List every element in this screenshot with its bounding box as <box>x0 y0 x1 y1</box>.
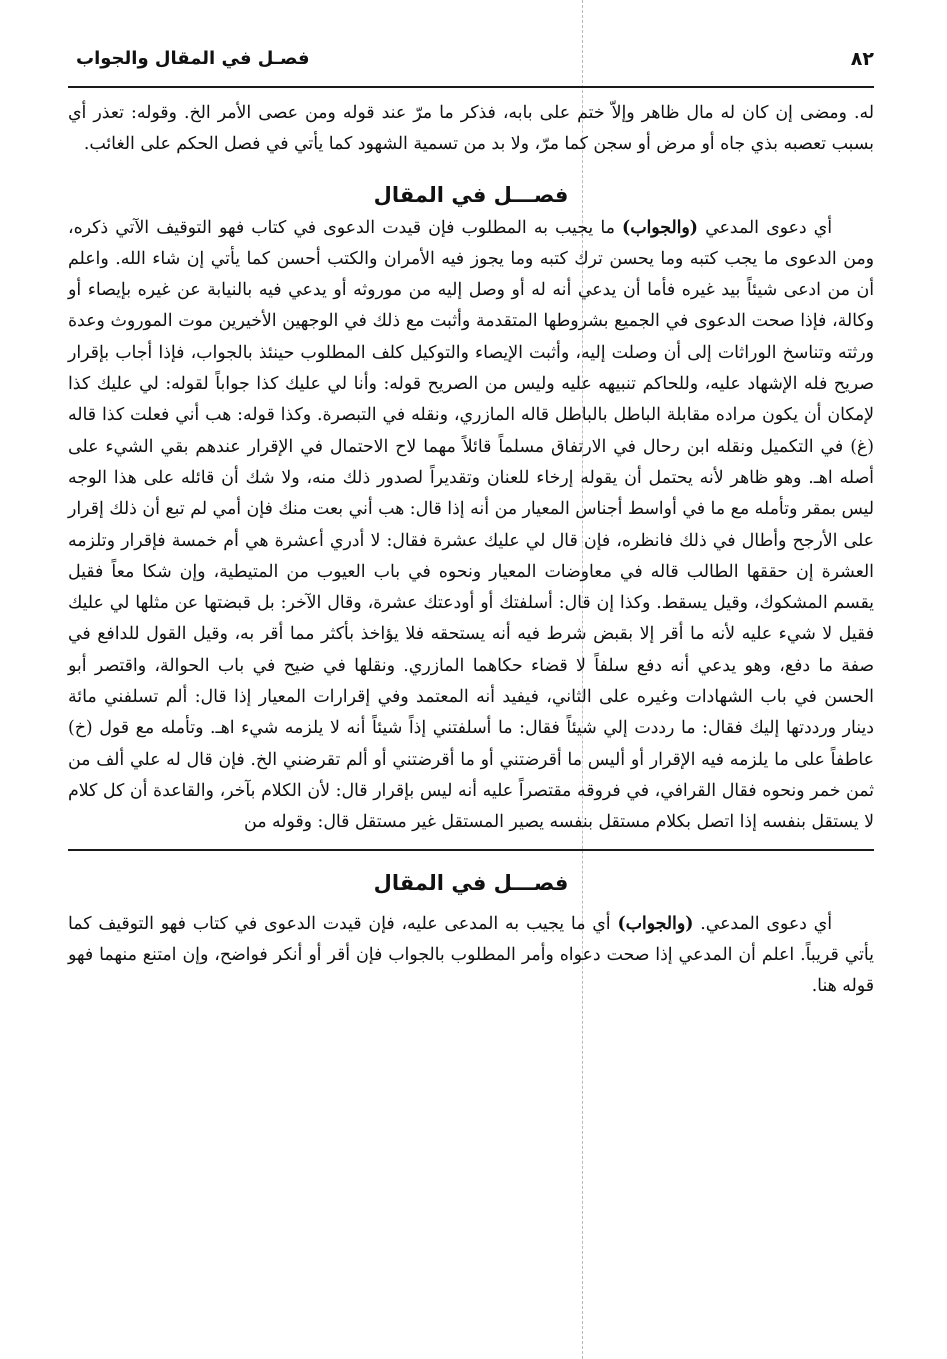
page-header <box>68 38 874 88</box>
running-title: فصـل في المقال والجواب <box>76 48 310 69</box>
section-heading: فصـــل في المقال <box>373 182 569 207</box>
footnote-matn-term: (والجواب) <box>617 913 694 934</box>
footnote-body: أي ما يجيب به المدعى عليه، فإن قيدت الدعوى في كتاب فهو التوقيف كما يأتي قريباً. اعلم أن المدعي إذا صحت دعواه وأمر المطلوب بالجواب فإن أقر أو أنكر فواضح، وإن امتنع منهما فهو قوله هنا. <box>68 913 874 997</box>
intro-paragraph: له. ومضى إن كان له مال ظاهر وإلاّ ختم على بابه، فذكر ما مرّ عند قوله ومن عصى الأمر الخ. وقوله: تعذر أي بسبب تعصبه بذي جاه أو مرض أو سجن كما مرّ، ولا بد من تسمية الشهود كما يأتي في فصل الحكم على الغائب. <box>68 103 874 155</box>
book-page <box>68 38 874 1338</box>
main-commentary-paragraph <box>68 213 874 839</box>
commentary-body: ما يجيب به المطلوب فإن قيدت الدعوى في كتاب فهو التوقيف الآتي ذكره، ومن الدعوى ما يجب كتبه وما يحسن ترك كتبه وما يجوز فيه الأمران والكتب أحسن كما يأتي إن شاء الله. واعلم أن من ادعى شيئاً بيد غيره فأما أن يدعي أنه له أو وصل إليه من موروثه أو يدعي فيه بالنيابة عن غيره بإيصاء أو وكالة، فإذا صحت الدعوى في الجميع بشروطها المتقدمة وأثبت مع ذلك في الوجهين الأخيرين موت الموروث وعدة ورثته وتناسخ الوراثات إلى أن وصلت إليه، وأثبت الإيصاء والتوكيل كلف المطلوب حينئذ بالجواب، فإذا أجاب بإقرار صريح فله الإشهاد عليه، وللحاكم تنبيهه عليه وليس من الصريح قوله: وأنا لي عليك كذا جواباً لقوله: لي عليك كذا لإمكان أن يكون مراده مقابلة الباطل بالباطل قاله المازري، ونقله في التبصرة. وكذا قوله: هب أني فعلت كذا قاله (غ) في التكميل ونقله ابن رحال في الارتفاق مسلماً قائلاً مهما لاح الاحتمال في الإقرار عندهم بقي الشيء على أصله اهـ. وهو ظاهر لأنه يحتمل أن يقوله إرخاء للعنان وتقديراً لصدور ذلك منه، ولا شك أن قائله على هذا الوجه ليس بمقر وتأمله مع ما في أواسط أجناس المعيار من أنه إذا قال: هب أني بعت منك فإن أمي لم تبع أن ذلك إقرار على الأرجح وأطال في ذلك فانظره، فإن قال لي عليك عشرة فقال: لا أدري أعشرة هي أم خمسة فإقرار وتلزمه العشرة إن حققها الطالب قاله في معاوضات المعيار ونحوه في باب العيوب من المتيطية، وإن شكا معاً فقيل يقسم المشكوك، وقيل يسقط. وكذا إن قال: أسلفتك أو أودعتك عشرة، وقال الآخر: بل قبضتها عن مثلها لي عليك فقيل لا شيء عليه لأنه ما أقر إلا بقبض شرط فيه أنه يستحقه فلا يؤاخذ بأكثر مما أقر به، وقيل القول للدافع في صفة ما دفع، وهو يدعي أنه دفع سلفاً لا قضاء حكاهما المازري. ونقلها في ضيح في باب الحوالة، واقتصر أبو الحسن في باب الشهادات وغيره على الثاني، فيفيد أنه المعتمد وفي إقرارات المعيار إذا قال: ألم تسلفني مائة دينار ورددتها إليك فقال: ما رددت إلي شيئاً فقال: ما أسلفتني إذاً شيئاً أنه لا يلزمه شيء اهـ. وتأمله مع قول (خ) عاطفاً على ما يلزمه فيه الإقرار أو أليس ما أقرضتني أو ما أقرضتني أو ألم تقرضني الخ. فإن قال له علي ألف من ثمن خمر ونحوه فقال القرافي، في فروقه مقتصراً عليه أنه ليس بإقرار قال: لأن الكلام بآخر، والقاعدة أن كل كلام لا يستقل بنفسه إذا اتصل بكلام مستقل بنفسه يصير المستقل غير مستقل قال: وقوله من <box>68 217 874 833</box>
commentary-lead: أي دعوى المدعي <box>697 217 832 238</box>
footnote-divider <box>68 849 874 851</box>
footnote-section-heading: فصـــل في المقال <box>373 870 569 895</box>
footnote-paragraph <box>68 909 874 1003</box>
page-number: ٨٢ <box>850 48 874 70</box>
matn-term: (والجواب) <box>622 217 698 238</box>
footnote-lead: أي دعوى المدعي. <box>693 913 832 934</box>
